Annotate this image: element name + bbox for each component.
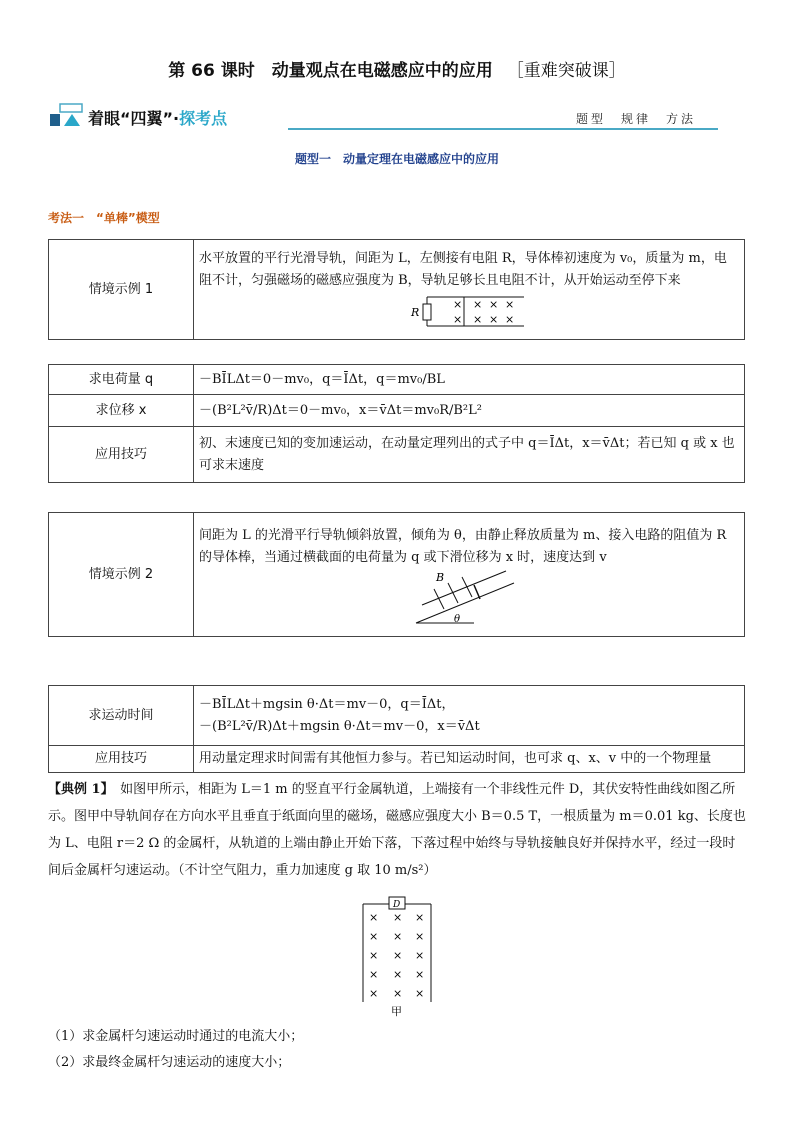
example-text: 如图甲所示，相距为 L＝1 m 的竖直平行金属轨道，上端接有一个非线性元件 D，其伏安特性曲线如图乙所示。图甲中导轨间存在方向水平且垂直于纸面向里的磁场，磁感应强度大小 B＝0.5 T，一根质量为 m＝0.01 kg、长度也为 L、电阻 r＝2 Ω 的金属杆，从轨道的上端由静止开始下落，下落过程中始终与导轨接触良好并保持水平，经过一段时间后金属杆匀速运动。（不计空气阻力，重力加速度 g 取 10 m/s²） — [48, 782, 746, 878]
cross-mark: × — [505, 297, 515, 311]
example-paragraph — [48, 776, 748, 884]
table-formulas-2 — [48, 685, 745, 773]
svg-text:×: × — [415, 911, 425, 924]
svg-text:×: × — [369, 949, 379, 962]
figure-caption: 甲 — [391, 1005, 402, 1018]
table-cell-label: 情境示例 2 — [49, 513, 194, 637]
svg-text:×: × — [415, 930, 425, 943]
table-cell-content — [194, 240, 745, 340]
table-scenario-2 — [48, 512, 745, 637]
cross-mark: × — [453, 312, 463, 326]
banner-right: 题型 规律 方法 — [575, 112, 696, 126]
svg-text:×: × — [369, 968, 379, 981]
banner-prefix: 着眼“四翼”· — [88, 109, 180, 128]
section-banner — [48, 100, 718, 132]
banner-line — [288, 128, 718, 130]
svg-text:×: × — [415, 968, 425, 981]
svg-text:×: × — [415, 987, 425, 1000]
page-title — [0, 56, 794, 81]
field-label: B — [436, 570, 445, 584]
svg-text:×: × — [415, 949, 425, 962]
banner-label — [88, 106, 227, 129]
svg-text:×: × — [369, 930, 379, 943]
table-cell-label: 求电荷量 q — [49, 365, 194, 395]
table-cell-content — [194, 686, 745, 746]
circuit-figure-jia — [355, 892, 445, 1018]
scenario-1-text: 水平放置的平行光滑导轨，间距为 L，左侧接有电阻 R，导体棒初速度为 v₀，质量为 m，电阻不计，匀强磁场的磁感应强度为 B，导轨足够长且电阻不计，从开始运动至停下来 — [199, 250, 727, 288]
table-formulas-1 — [48, 364, 745, 483]
cross-mark: × — [489, 297, 499, 311]
example-tag: 【典例 1】 — [48, 782, 108, 797]
table-cell-label: 求运动时间 — [49, 686, 194, 746]
rail-figure-1 — [409, 292, 529, 332]
question-1: （1）求金属杆匀速运动时通过的电流大小； — [48, 1029, 304, 1044]
table-cell-content: －(B²L²v̄/R)Δt＝0－mv₀，x＝v̄Δt＝mv₀R/B²L² — [194, 395, 745, 427]
formula-line: －BĪLΔt＋mgsin θ·Δt＝mv－0，q＝ĪΔt， — [199, 696, 455, 712]
incline-figure — [414, 569, 524, 625]
cross-mark: × — [489, 312, 499, 326]
svg-text:×: × — [369, 911, 379, 924]
resistor-label: R — [411, 305, 420, 319]
banner-logo-icon — [48, 102, 84, 132]
table-cell-label: 求位移 x — [49, 395, 194, 427]
svg-text:×: × — [393, 968, 403, 981]
table-cell-content — [194, 513, 745, 637]
banner-highlight: 探考点 — [179, 109, 228, 128]
svg-text:×: × — [393, 949, 403, 962]
svg-text:×: × — [393, 987, 403, 1000]
table-cell-content: 初、末速度已知的变加速运动，在动量定理列出的式子中 q＝ĪΔt，x＝v̄Δt；若已知 q 或 x 也可求末速度 — [194, 427, 745, 483]
formula-line: －(B²L²v̄/R)Δt＋mgsin θ·Δt＝mv－0，x＝v̄Δt — [199, 718, 480, 734]
section-title: 题型一 动量定理在电磁感应中的应用 — [294, 152, 499, 166]
method-title: 考法一 “单棒”模型 — [48, 211, 160, 225]
cross-mark: × — [473, 312, 483, 326]
cross-mark: × — [453, 297, 463, 311]
cross-mark: × — [473, 297, 483, 311]
table-cell-label: 应用技巧 — [49, 427, 194, 483]
table-cell-content: 用动量定理求时间需有其他恒力参与。若已知运动时间，也可求 q、x、v 中的一个物理量 — [194, 746, 745, 773]
question-2: （2）求最终金属杆匀速运动的速度大小； — [48, 1055, 291, 1070]
lesson-tag: ［重难突破课］ — [506, 61, 626, 81]
table-cell-content: －BĪLΔt＝0－mv₀，q＝ĪΔt，q＝mv₀/BL — [194, 365, 745, 395]
table-scenario-1 — [48, 239, 745, 340]
svg-text:×: × — [393, 911, 403, 924]
angle-label: θ — [454, 613, 461, 625]
lesson-title: 第 66 课时 动量观点在电磁感应中的应用 — [168, 61, 493, 81]
cross-mark: × — [505, 312, 515, 326]
table-cell-label: 情境示例 1 — [49, 240, 194, 340]
svg-text:×: × — [393, 930, 403, 943]
scenario-2-text: 间距为 L 的光滑平行导轨倾斜放置，倾角为 θ，由静止释放质量为 m、接入电路的阻值为 R 的导体棒，当通过横截面的电荷量为 q 或下滑位移为 x 时，速度达到 v — [199, 527, 727, 565]
svg-text:×: × — [369, 987, 379, 1000]
table-cell-label: 应用技巧 — [49, 746, 194, 773]
element-label: D — [393, 900, 401, 910]
